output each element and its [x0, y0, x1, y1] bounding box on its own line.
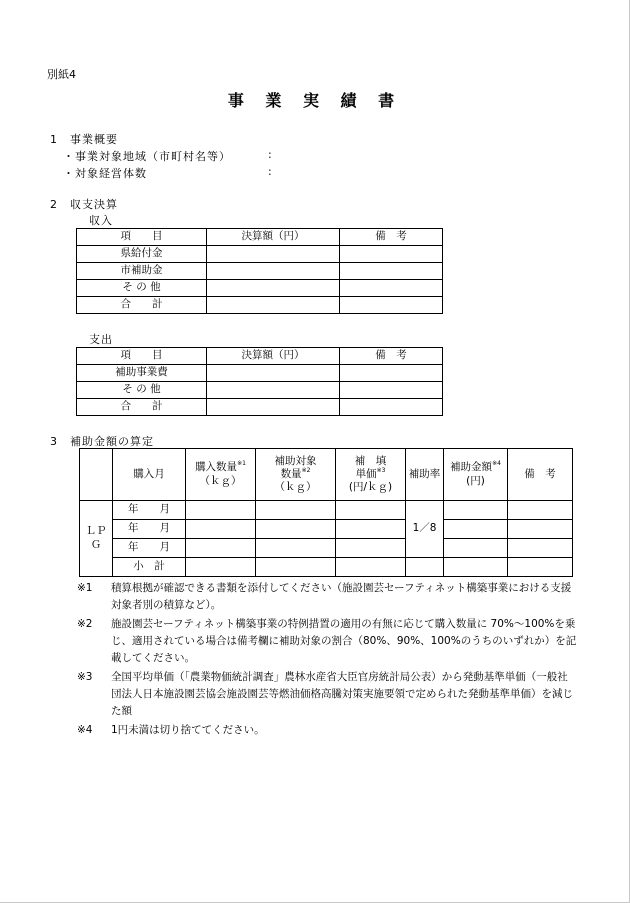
qty-cell[interactable] [186, 501, 256, 520]
expense-remarks-cell[interactable] [340, 399, 443, 416]
note-mark: ※3 [77, 671, 93, 683]
notes-list [77, 580, 577, 741]
header-amount [444, 449, 508, 501]
header-qty-label: 購入数量 [195, 461, 238, 474]
income-label: 収入 [89, 214, 113, 227]
header-remarks: 備 考 [340, 348, 443, 365]
fuel-type-line1: ＬＰ [85, 525, 107, 538]
section2-heading: 2 収支決算 [50, 198, 118, 211]
header-amount: 決算額（円） [207, 229, 340, 246]
note-item [77, 580, 577, 614]
month-cell[interactable]: 年 月 [113, 539, 186, 558]
expense-table [76, 347, 443, 416]
expense-amount-cell[interactable] [207, 399, 340, 416]
note-text: 1円未満は切り捨ててください。 [111, 724, 265, 736]
table-row [77, 246, 443, 263]
income-remarks-cell[interactable] [340, 246, 443, 263]
header-qty [186, 449, 256, 501]
income-amount-cell[interactable] [207, 263, 340, 280]
income-item-cell: 県給付金 [77, 246, 207, 263]
note1-ref: ※1 [237, 460, 246, 468]
income-amount-cell[interactable] [207, 246, 340, 263]
remarks-cell[interactable] [508, 520, 573, 539]
table-row [77, 382, 443, 399]
header-remarks: 備 考 [508, 449, 573, 501]
header-item: 項 目 [77, 229, 207, 246]
income-remarks-cell[interactable] [340, 297, 443, 314]
expense-remarks-cell[interactable] [340, 365, 443, 382]
amount-cell[interactable] [444, 501, 508, 520]
header-unit-label1: 補 填 [354, 454, 387, 467]
header-amount: 決算額（円） [207, 348, 340, 365]
income-amount-cell[interactable] [207, 280, 340, 297]
note-text: 施設園芸セーフティネット構築事業の特例措置の適用の有無に応じて購入数量に 70%～100%を乗じ、適用されている場合は備考欄に補助対象の割合（80%、90%、100%のうちのいずれか）を記載してください。 [111, 618, 577, 664]
expense-amount-cell[interactable] [207, 382, 340, 399]
target-count-colon: : [268, 165, 273, 178]
header-amount-label: 補助金額 [450, 461, 493, 474]
header-qty-unit: （ｋｇ） [199, 474, 242, 487]
section3-heading: 3 補助金額の算定 [50, 435, 154, 448]
table-row [77, 280, 443, 297]
subtotal-label: 小 計 [113, 558, 186, 577]
expense-header-row [77, 348, 443, 365]
subtotal-rate-cell[interactable] [406, 558, 444, 577]
income-amount-cell[interactable] [207, 297, 340, 314]
annex-label: 別紙4 [47, 68, 76, 81]
note2-ref: ※2 [301, 466, 311, 474]
fuel-type-line2: Ｇ [90, 538, 102, 551]
table-row [77, 263, 443, 280]
subtotal-amount-cell[interactable] [444, 558, 508, 577]
note3-ref: ※3 [376, 466, 386, 474]
rate-cell: 1／8 [406, 501, 444, 558]
table-row [80, 520, 573, 539]
unit-price-cell[interactable] [336, 520, 406, 539]
qty-cell[interactable] [186, 539, 256, 558]
header-target-label2: 数量 [280, 467, 302, 480]
header-item: 項 目 [77, 348, 207, 365]
fuel-type-cell [80, 501, 113, 577]
note-text: 全国平均単価（「農業物価統計調査」農林水産省大臣官房統計局公表）から発動基準単価（一般社団法人日本施設園芸協会施設園芸等燃油価格高騰対策実施要領で定められた発動基準単価）を減じた額 [111, 671, 573, 717]
table-row [77, 297, 443, 314]
note-mark: ※2 [77, 618, 93, 630]
header-target-unit: （ｋｇ） [274, 481, 317, 494]
unit-price-cell[interactable] [336, 501, 406, 520]
target-area-colon: : [268, 148, 273, 161]
header-unit-price [336, 449, 406, 501]
header-month: 購入月 [113, 449, 186, 501]
subsidy-calc-table [79, 448, 573, 577]
qty-cell[interactable] [186, 520, 256, 539]
unit-price-cell[interactable] [336, 539, 406, 558]
expense-item-cell: 合 計 [77, 399, 207, 416]
target-qty-cell[interactable] [256, 539, 336, 558]
header-amount-unit: (円) [466, 474, 485, 487]
note4-ref: ※4 [492, 460, 501, 468]
subtotal-remarks-cell[interactable] [508, 558, 573, 577]
header-rate: 補助率 [406, 449, 444, 501]
month-cell[interactable]: 年 月 [113, 501, 186, 520]
subtotal-qty-cell[interactable] [186, 558, 256, 577]
amount-cell[interactable] [444, 539, 508, 558]
income-header-row [77, 229, 443, 246]
income-table [76, 228, 443, 314]
header-remarks: 備 考 [340, 229, 443, 246]
target-area-label: ・事業対象地域（市町村名等） [63, 150, 231, 163]
target-count-label: ・対象経営体数 [63, 167, 147, 180]
note-text: 積算根拠が確認できる書類を添付してください（施設園芸セーフティネット構築事業における支援対象者別の積算など）。 [111, 582, 572, 611]
table-row [77, 399, 443, 416]
income-remarks-cell[interactable] [340, 280, 443, 297]
target-qty-cell[interactable] [256, 501, 336, 520]
calc-header-row [80, 449, 573, 501]
header-target-label1: 補助対象 [274, 454, 317, 467]
note-mark: ※1 [77, 582, 93, 594]
income-remarks-cell[interactable] [340, 263, 443, 280]
month-cell[interactable]: 年 月 [113, 520, 186, 539]
target-qty-cell[interactable] [256, 520, 336, 539]
section1-heading: 1 事業概要 [50, 133, 118, 146]
expense-remarks-cell[interactable] [340, 382, 443, 399]
note-item [77, 722, 577, 739]
note-item [77, 616, 577, 667]
remarks-cell[interactable] [508, 539, 573, 558]
expense-item-cell: 補助事業費 [77, 365, 207, 382]
expense-item-cell: そ の 他 [77, 382, 207, 399]
subtotal-unit-cell[interactable] [336, 558, 406, 577]
header-fuel [80, 449, 113, 501]
remarks-cell[interactable] [508, 501, 573, 520]
table-row [80, 501, 573, 520]
amount-cell[interactable] [444, 520, 508, 539]
note-mark: ※4 [77, 724, 93, 736]
income-item-cell: 市補助金 [77, 263, 207, 280]
header-unit-label2: 単価 [355, 467, 377, 480]
page-title: 事 業 実 績 書 [227, 91, 403, 110]
expense-amount-cell[interactable] [207, 365, 340, 382]
header-unit-unit: (円/ｋｇ) [348, 481, 393, 494]
note-item [77, 669, 577, 720]
subtotal-row [80, 558, 573, 577]
table-row [80, 539, 573, 558]
subtotal-target-cell[interactable] [256, 558, 336, 577]
expense-label: 支出 [89, 333, 113, 346]
income-item-cell: そ の 他 [77, 280, 207, 297]
income-item-cell: 合 計 [77, 297, 207, 314]
table-row [77, 365, 443, 382]
header-target-qty [256, 449, 336, 501]
